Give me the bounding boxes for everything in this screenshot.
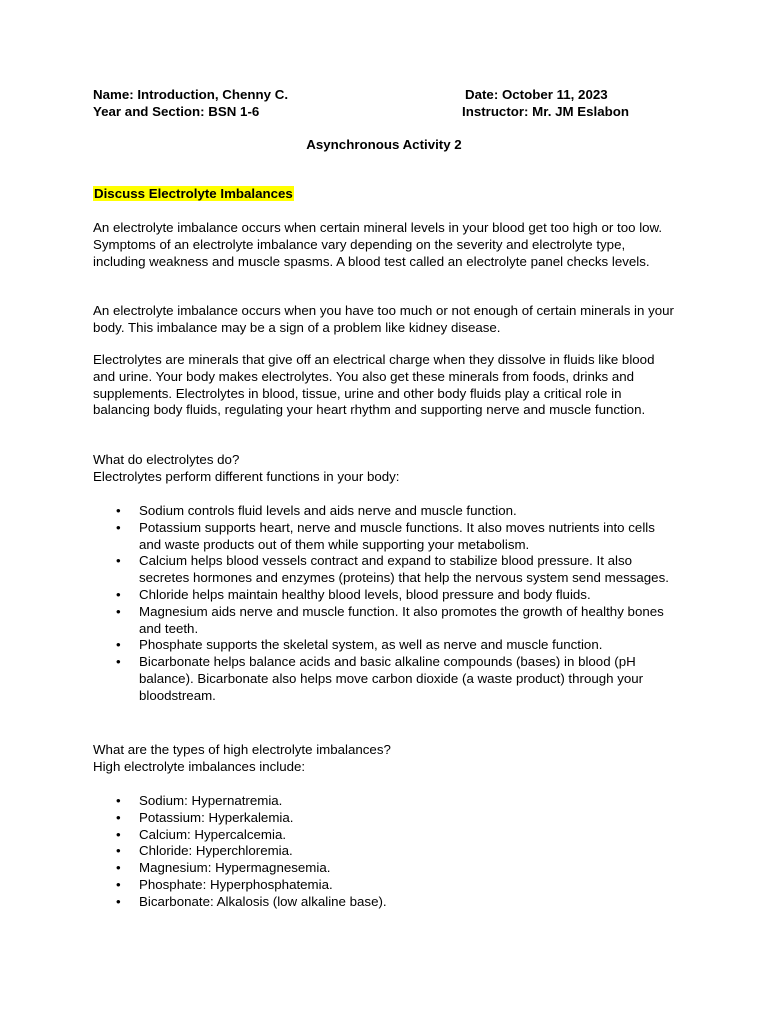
list-item (93, 604, 678, 638)
bullet-icon: • (116, 519, 121, 535)
paragraph-1 (93, 220, 678, 270)
list-item (93, 520, 678, 554)
list-item (93, 894, 678, 911)
paragraph-text: Electrolytes are minerals that give off an electrical charge when they dissolve in fluids like blood and urine. Your body makes electrolytes. You also get these minerals from foods, drinks and supplements. Electrolytes in blood, tissue, urine and other body fluids play a critical role in balancing body fluids, regulating your heart rhythm and supporting nerve and muscle function. (93, 352, 655, 418)
instructor: Instructor: Mr. JM Eslabon (462, 104, 629, 119)
bullet-icon: • (116, 637, 121, 653)
list-item-text: Chloride: Hyperchloremia. (139, 843, 293, 859)
paragraph-2 (93, 303, 678, 337)
high-intro: High electrolyte imbalances include: (93, 759, 306, 774)
list-item (93, 860, 678, 877)
list-item (93, 587, 678, 604)
bullet-icon: • (116, 793, 121, 808)
bullet-icon: • (116, 843, 121, 859)
list-item-text: Magnesium: Hypermagnesemia. (139, 860, 331, 876)
high-list (93, 793, 678, 911)
list-item-text: Potassium: Hyperkalemia. (139, 809, 294, 825)
list-item-text: Chloride helps maintain healthy blood levels, blood pressure and body fluids. (139, 586, 591, 602)
list-item-text: Phosphate supports the skeletal system, as well as nerve and muscle function. (139, 637, 603, 653)
section-heading (93, 186, 294, 203)
bullet-icon: • (116, 893, 121, 909)
functions-intro: Electrolytes perform different functions in your body: (93, 469, 400, 484)
list-item-text: Sodium controls fluid levels and aids nerve and muscle function. (139, 503, 517, 518)
list-item (93, 637, 678, 654)
bullet-icon: • (116, 809, 121, 825)
bullet-icon: • (116, 503, 121, 518)
list-item (93, 793, 678, 810)
paragraph-3 (93, 352, 678, 419)
list-item (93, 553, 678, 587)
list-item-text: Potassium supports heart, nerve and muscle functions. It also moves nutrients into cells and waste products out of them while supporting your metabolism. (139, 519, 655, 552)
bullet-icon: • (116, 654, 121, 670)
list-item (93, 503, 678, 520)
paragraph-text: An electrolyte imbalance occurs when you have too much or not enough of certain minerals in your body. This imbalance may be a sign of a problem like kidney disease. (93, 303, 674, 335)
list-item (93, 843, 678, 860)
list-item (93, 654, 678, 704)
list-item-text: Bicarbonate: Alkalosis (low alkaline base). (139, 893, 387, 909)
highlighted-heading: Discuss Electrolyte Imbalances (94, 186, 293, 201)
year-section: Year and Section: BSN 1-6 (93, 104, 260, 119)
list-item (93, 827, 678, 844)
bullet-icon: • (116, 826, 121, 842)
list-item-text: Sodium: Hypernatremia. (139, 793, 283, 808)
functions-question: What do electrolytes do? (93, 452, 240, 467)
high-question: What are the types of high electrolyte imbalances? (93, 742, 391, 757)
list-item-text: Calcium: Hypercalcemia. (139, 826, 287, 842)
list-item-text: Bicarbonate helps balance acids and basic alkaline compounds (bases) in blood (pH balance). Bicarbonate also helps move carbon dioxide (a waste product) through your bloodstream. (139, 654, 644, 703)
list-item (93, 810, 678, 827)
list-item-text: Phosphate: Hyperphosphatemia. (139, 876, 333, 892)
list-item-text: Magnesium aids nerve and muscle function. It also promotes the growth of healthy bones and teeth. (139, 603, 664, 636)
bullet-icon: • (116, 603, 121, 619)
document-title: Asynchronous Activity 2 (306, 137, 462, 152)
list-item (93, 877, 678, 894)
bullet-icon: • (116, 553, 121, 569)
bullet-icon: • (116, 876, 121, 892)
paragraph-text: An electrolyte imbalance occurs when certain mineral levels in your blood get too high or too low. Symptoms of an electrolyte imbalance vary depending on the severity and electrolyte type, including weakness and muscle spasms. A blood test called an electrolyte panel checks levels. (93, 220, 663, 269)
activity-date: Date: October 11, 2023 (465, 87, 608, 102)
functions-list (93, 503, 678, 705)
bullet-icon: • (116, 860, 121, 876)
list-item-text: Calcium helps blood vessels contract and expand to stabilize blood pressure. It also secretes hormones and enzymes (proteins) that help the nervous system send messages. (139, 553, 669, 586)
bullet-icon: • (116, 586, 121, 602)
student-name: Name: Introduction, Chenny C. (93, 87, 289, 102)
